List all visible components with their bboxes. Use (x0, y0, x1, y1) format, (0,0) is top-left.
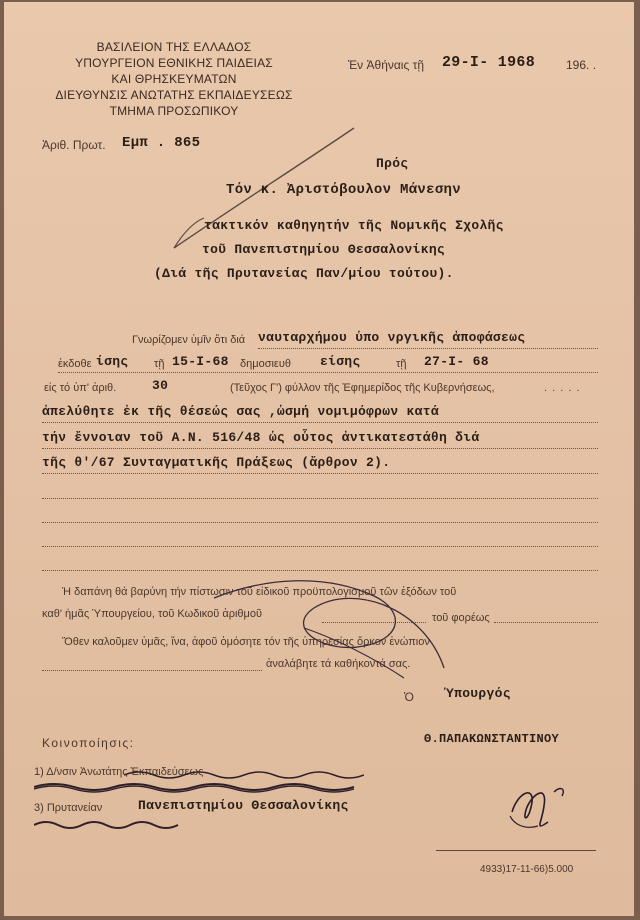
recipient-pros: Πρός (376, 156, 409, 171)
issued-label: ἐκδοθε (58, 358, 92, 370)
distribution-heading: Κοινοποίησις: (42, 736, 135, 750)
published-date-typed: 27-Ι- 68 (424, 354, 489, 369)
distribution-item-1: 1) Δ/νσιν Ἀνωτάτης Ἐκπαιδεύσεως (34, 766, 204, 778)
gazette-number-label: εἰς τό ὑπ' ἀριθ. (44, 382, 117, 394)
header-line-ministry: ΥΠΟΥΡΓΕΙΟΝ ΕΘΝΙΚΗΣ ΠΑΙΔΕΙΑΣ (75, 56, 273, 70)
gazette-dots: . . . . . (544, 382, 581, 394)
handwritten-signature (504, 772, 594, 842)
date-value: 29-Ι- 1968 (442, 54, 536, 71)
oath-line-1: Ὅθεν καλοῦμεν ὑμᾶς, ἵνα, ἀφοῦ ὀμόσητε τόν τῆς ὑπηρεσίας ὅρκον ἐνώπιον (62, 636, 430, 648)
expense-line-2a: καθ' ἡμᾶς Ὑπουργείου, τοῦ Κωδικοῦ ἀριθμοῦ (42, 608, 262, 620)
gazette-number-typed: 30 (152, 378, 169, 393)
recipient-via: (Διά τῆς Πρυτανείας Παν/μίου τούτου). (154, 266, 454, 281)
signature-title: Ὑπουργός (446, 686, 511, 701)
body-typed-line-1: ἀπελύθητε ἐκ τῆς θέσεώς σας ,ὡσμή νομιμόφρων κατά (42, 404, 439, 419)
signature-o: Ὁ (404, 690, 414, 704)
header-line-department: ΤΜΗΜΑ ΠΡΟΣΩΠΙΚΟΥ (109, 104, 239, 118)
recipient-name: Τόν κ. Ἀριστόβουλον Μάνεσην (226, 182, 461, 198)
header-line-religion: ΚΑΙ ΘΡΗΣΚΕΥΜΑΤΩΝ (111, 72, 237, 86)
protocol-label: Ἀριθ. Πρωτ. (42, 138, 106, 152)
header-line-directorate: ΔΙΕΥΘΥΝΣΙΣ ΑΝΩΤΑΤΗΣ ΕΚΠΑΙΔΕΥΣΕΩΣ (55, 88, 293, 102)
protocol-value: Εμπ . 865 (122, 135, 201, 151)
struck-out-line-top (124, 766, 364, 776)
struck-out-line-1 (34, 780, 364, 792)
signature-name: Θ.ΠΑΠΑΚΩΝΣΤΑΝΤΙΝΟΥ (424, 732, 560, 746)
published-label: δημοσιευθ (240, 358, 291, 370)
body-typed-line-3: τῆς θ'/67 Συνταγματικῆς Πράξεως (ἄρθρον 2). (42, 455, 391, 470)
distribution-item-3-typed: Πανεπιστημίου Θεσσαλονίκης (138, 798, 349, 813)
expense-line-1: Ἡ δαπάνη θά βαρύνη τήν πίστωσιν τοῦ εἰδικοῦ προϋπολογισμοῦ τῶν ἐξόδων τοῦ (62, 586, 457, 598)
recipient-position: τακτικόν καθηγητήν τῆς Νομικῆς Σχολῆς (204, 218, 504, 233)
gazette-issue-label: (Τεῦχος Γ') φύλλον τῆς Ἐφημερίδος τῆς Κυβερνήσεως, (230, 382, 495, 394)
date-suffix: 196. . (566, 58, 597, 72)
body-intro-typed: ναυταρχήμου ὑπο νργικῆς ἀποφάσεως (258, 330, 526, 345)
body-intro-label: Γνωρίζομεν ὑμῖν ὅτι διά (132, 334, 246, 346)
pen-scribble-mark (204, 568, 464, 688)
date-prefix: Ἐν Ἀθήναις τῇ (348, 58, 424, 72)
issued-date-label: τῇ (154, 358, 165, 370)
expense-line-2b: τοῦ φορέως (432, 612, 490, 624)
footer-print-code: 4933)17-11-66)5.000 (480, 864, 574, 875)
published-date-label: τῇ (396, 358, 407, 370)
body-typed-line-2: τήν ἔννοιαν τοῦ Α.Ν. 516/48 ὡς οὗτος ἀντικατεστάθη διά (42, 430, 480, 445)
document-page (4, 2, 634, 916)
issued-date-typed: 15-Ι-68 (172, 354, 229, 369)
distribution-item-3-label: 3) Πρυτανείαν (34, 802, 103, 814)
struck-out-line-2 (34, 818, 184, 830)
recipient-university: τοῦ Πανεπιστημίου Θεσσαλονίκης (202, 242, 446, 257)
issued-typed: ίσης (96, 354, 129, 369)
header-line-kingdom: ΒΑΣΙΛΕΙΟΝ ΤΗΣ ΕΛΛΑΔΟΣ (96, 40, 252, 54)
oath-line-2: ἀναλάβητε τά καθήκοντά σας. (266, 658, 411, 670)
published-typed: είσης (320, 354, 361, 369)
